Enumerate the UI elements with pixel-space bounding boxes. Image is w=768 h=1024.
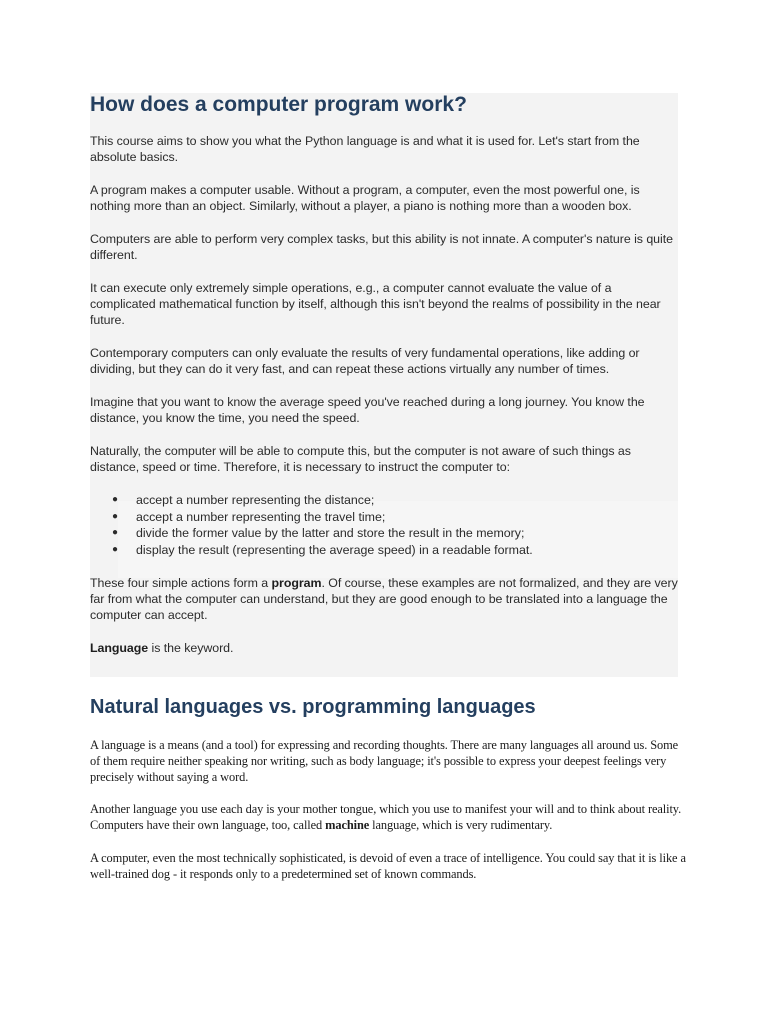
section-computer-program	[90, 93, 678, 677]
text-fragment: . Of course, these examples are not formalized, and they are very far from what the computer can understand, but they are good enough to be translated into a language the computer can accept.	[90, 576, 678, 622]
text-fragment: language, which is very rudimentary.	[369, 818, 553, 833]
paragraph-simple-operations: It can execute only extremely simple operations, e.g., a computer cannot evaluate the value of a complicated mathematical function by itself, although this isn't beyond the realms of possibility in the near future.	[90, 281, 661, 327]
paragraph-instruct-computer: Naturally, the computer will be able to compute this, but the computer is not aware of such things as distance, speed or time. Therefore, it is necessary to instruct the computer to:	[90, 444, 631, 474]
list-item	[90, 542, 678, 559]
text-fragment: Another language you use each day is your mother tongue, which you use to manifest your will and to think about reality. Computers have their own language, too, called	[90, 802, 682, 833]
paragraph-program-usable: A program makes a computer usable. Without a program, a computer, even the most powerful one, is nothing more than an object. Similarly, without a player, a piano is nothing more than a wooden box.	[90, 183, 640, 213]
list-item	[90, 525, 678, 542]
paragraph-average-speed: Imagine that you want to know the average speed you've reached during a long journey. You know the distance, you know the time, you need the speed.	[90, 395, 645, 425]
list-item-text: accept a number representing the travel time;	[136, 509, 386, 524]
instruction-list	[90, 492, 678, 558]
list-item-text: display the result (representing the average speed) in a readable format.	[136, 542, 533, 557]
list-item	[90, 492, 678, 509]
paragraph-contemporary-computers: Contemporary computers can only evaluate the results of very fundamental operations, like adding or dividing, but they can do it very fast, and can repeat these actions virtually any number of times.	[90, 346, 640, 376]
bullet-icon: ●	[112, 510, 119, 522]
paragraph-language-means: A language is a means (and a tool) for expressing and recording thoughts. There are many languages all around us. Some of them require neither speaking nor writing, such as body language; it's possible to express your deepest feelings very precisely without saying a word.	[90, 738, 679, 784]
list-item	[90, 509, 678, 526]
heading-computer-program: How does a computer program work?	[90, 93, 467, 116]
section-natural-languages	[90, 738, 690, 900]
bold-term-program: program	[271, 576, 322, 590]
paragraph-complex-tasks: Computers are able to perform very complex tasks, but this ability is not innate. A computer's nature is quite different.	[90, 232, 673, 262]
list-item-text: accept a number representing the distance;	[136, 493, 375, 507]
paragraph-well-trained-dog: A computer, even the most technically sophisticated, is devoid of even a trace of intelligence. You could say that it is like a well-trained dog - it responds only to a predetermined set of known commands.	[90, 850, 686, 881]
paragraph-mother-tongue	[90, 802, 690, 834]
paragraph-four-actions	[90, 575, 678, 623]
text-fragment: These four simple actions form a	[90, 576, 272, 590]
bold-term-machine: machine	[325, 818, 370, 833]
paragraph-intro: This course aims to show you what the Python language is and what it is used for. Let's start from the absolute basics.	[90, 134, 640, 164]
bold-term-language: Language	[90, 641, 149, 655]
text-fragment: is the keyword.	[148, 641, 234, 655]
paragraph-keyword	[90, 640, 678, 656]
heading-natural-vs-programming: Natural languages vs. programming languages	[90, 696, 536, 718]
bullet-icon: ●	[112, 494, 119, 505]
section-content	[90, 93, 678, 656]
bullet-icon: ●	[112, 527, 119, 538]
list-item-text: divide the former value by the latter and store the result in the memory;	[136, 526, 525, 540]
bullet-icon: ●	[112, 543, 119, 555]
